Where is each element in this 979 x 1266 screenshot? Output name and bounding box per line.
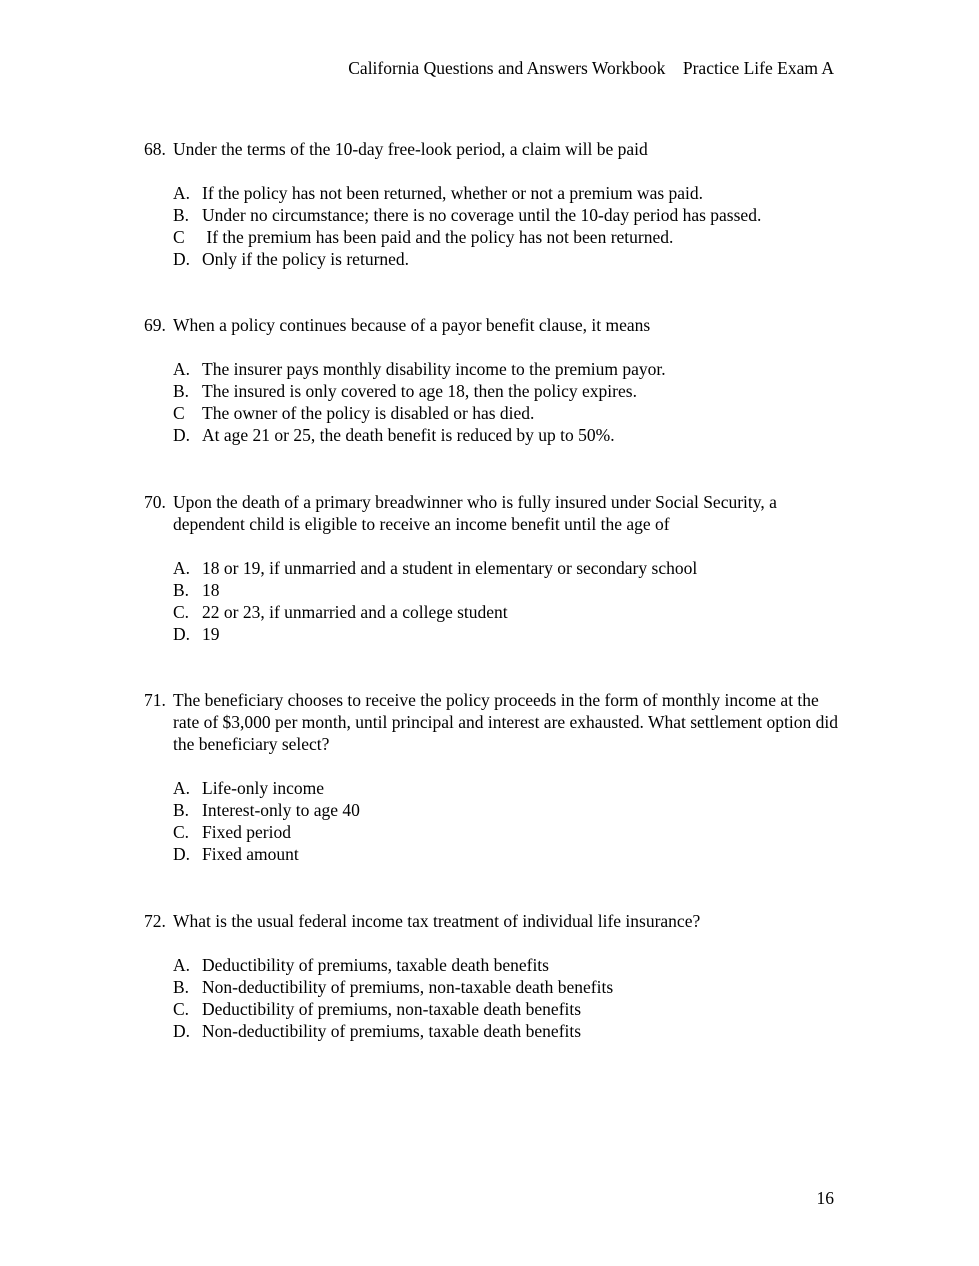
option-letter: A. — [173, 558, 191, 578]
option-d — [173, 843, 844, 865]
page-header — [348, 56, 834, 80]
option-text: 18 — [202, 580, 220, 600]
option-b — [173, 976, 844, 998]
question-stem — [144, 910, 844, 932]
option-letter: B. — [173, 381, 190, 401]
option-text: Non-deductibility of premiums, non-taxable death benefits — [202, 977, 614, 997]
option-d — [173, 248, 844, 270]
question-69 — [144, 314, 844, 446]
option-letter: C — [173, 227, 185, 247]
option-a — [173, 358, 844, 380]
option-a — [173, 777, 844, 799]
option-text: If the policy has not been returned, whether or not a premium was paid. — [202, 183, 704, 203]
question-text: When a policy continues because of a payor benefit clause, it means — [173, 315, 651, 335]
option-text: Non-deductibility of premiums, taxable death benefits — [202, 1021, 582, 1041]
option-letter: D. — [173, 249, 191, 269]
question-stem — [144, 138, 844, 160]
option-letter: A. — [173, 183, 191, 203]
option-letter: D. — [173, 425, 191, 445]
option-c — [173, 998, 844, 1020]
option-a — [173, 182, 844, 204]
option-b — [173, 579, 844, 601]
exam-title: Practice Life Exam A — [682, 58, 834, 78]
option-letter: C. — [173, 602, 190, 622]
option-text: The owner of the policy is disabled or has died. — [202, 403, 535, 423]
workbook-title: California Questions and Answers Workbook — [348, 58, 666, 78]
option-letter: D. — [173, 844, 191, 864]
question-text: What is the usual federal income tax treatment of individual life insurance? — [173, 911, 701, 931]
option-letter: C. — [173, 822, 190, 842]
option-text: Only if the policy is returned. — [202, 249, 410, 269]
option-d — [173, 623, 844, 645]
question-number: 70. — [144, 492, 166, 512]
option-letter: D. — [173, 624, 191, 644]
question-72 — [144, 910, 844, 1042]
option-text: If the premium has been paid and the policy has not been returned. — [202, 227, 674, 247]
option-letter: C — [173, 403, 185, 423]
option-c — [173, 402, 844, 424]
option-letter: B. — [173, 205, 190, 225]
option-text: The insured is only covered to age 18, then the policy expires. — [202, 381, 637, 401]
option-text: 18 or 19, if unmarried and a student in elementary or secondary school — [202, 558, 698, 578]
option-b — [173, 380, 844, 402]
option-c — [173, 821, 844, 843]
option-text: 19 — [202, 624, 220, 644]
question-stem — [144, 491, 844, 535]
question-71 — [144, 689, 844, 865]
option-text: Fixed amount — [202, 844, 299, 864]
question-number: 68. — [144, 139, 166, 159]
option-b — [173, 799, 844, 821]
question-number: 72. — [144, 911, 166, 931]
answer-options — [173, 358, 844, 446]
option-a — [173, 954, 844, 976]
option-letter: A. — [173, 778, 191, 798]
question-number: 71. — [144, 690, 166, 710]
option-c — [173, 601, 844, 623]
option-d — [173, 424, 844, 446]
option-letter: B. — [173, 977, 190, 997]
option-text: Under no circumstance; there is no coverage until the 10-day period has passed. — [202, 205, 762, 225]
option-text: Fixed period — [202, 822, 291, 842]
option-letter: B. — [173, 580, 190, 600]
option-text: 22 or 23, if unmarried and a college student — [202, 602, 508, 622]
question-text: Under the terms of the 10-day free-look period, a claim will be paid — [173, 139, 648, 159]
option-text: Deductibility of premiums, taxable death benefits — [202, 955, 549, 975]
question-text: Upon the death of a primary breadwinner who is fully insured under Social Security, a dependent child is eligible to receive an income benefit until the age of — [173, 492, 777, 534]
option-d — [173, 1020, 844, 1042]
option-text: The insurer pays monthly disability income to the premium payor. — [202, 359, 666, 379]
answer-options — [173, 777, 844, 865]
option-letter: B. — [173, 800, 190, 820]
option-b — [173, 204, 844, 226]
question-70 — [144, 491, 844, 645]
answer-options — [173, 557, 844, 645]
answer-options — [173, 954, 844, 1042]
option-text: Life-only income — [202, 778, 324, 798]
question-stem — [144, 314, 844, 336]
question-number: 69. — [144, 315, 166, 335]
question-stem — [144, 689, 844, 755]
option-text: Deductibility of premiums, non-taxable death benefits — [202, 999, 582, 1019]
question-68 — [144, 138, 844, 270]
answer-options — [173, 182, 844, 270]
question-text: The beneficiary chooses to receive the policy proceeds in the form of monthly income at the rate of $3,000 per month, until principal and interest are exhausted. What settlement option did the beneficiary select? — [173, 690, 838, 754]
option-letter: A. — [173, 955, 191, 975]
option-c — [173, 226, 844, 248]
option-letter: D. — [173, 1021, 191, 1041]
option-text: At age 21 or 25, the death benefit is reduced by up to 50%. — [202, 425, 615, 445]
option-letter: C. — [173, 999, 190, 1019]
option-letter: A. — [173, 359, 191, 379]
page-number: 16 — [816, 1188, 834, 1208]
option-text: Interest-only to age 40 — [202, 800, 360, 820]
option-a — [173, 557, 844, 579]
